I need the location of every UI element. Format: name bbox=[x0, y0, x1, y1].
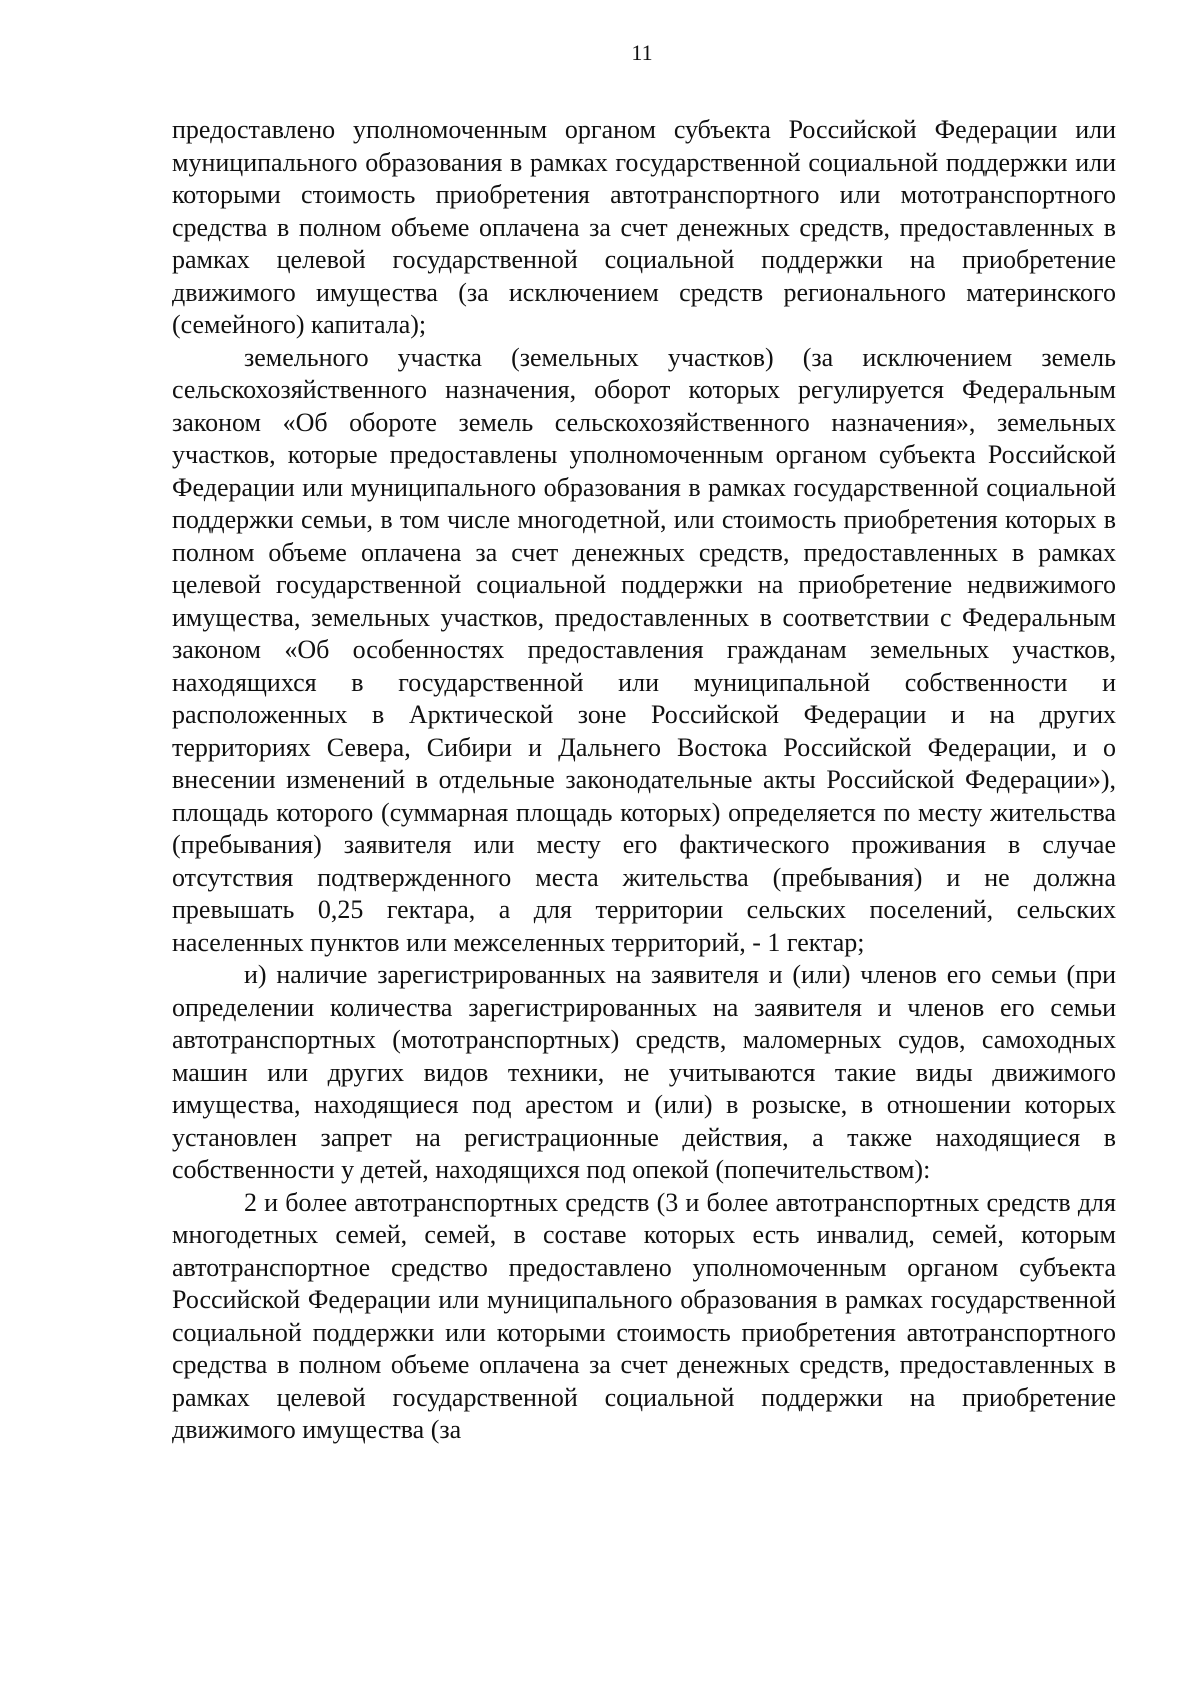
paragraph-land-plot: земельного участка (земельных участков) (за исключением земель сельскохозяйственного назначения, оборот которых регулируется Федеральным законом «Об обороте земель сельскохозяйственного назначения», земельных участков, которые предоставлены уполномоченным органом субъекта Российской Федерации или муниципального образования в рамках государственной социальной поддержки семьи, в том числе многодетной, или стоимость приобретения которых в полном объеме оплачена за счет денежных средств, предоставленных в рамках целевой государственной социальной поддержки на приобретение недвижимого имущества, земельных участков, предоставленных в соответствии с Федеральным законом «Об особенностях предоставления гражданам земельных участков, находящихся в государственной или муниципальной собственности и расположенных в Арктической зоне Российской Федерации и на других территориях Севера, Сибири и Дальнего Востока Российской Федерации, и о внесении изменений в отдельные законодательные акты Российской Федерации»), площадь которого (суммарная площадь которых) определяется по месту жительства (пребывания) заявителя или месту его фактического проживания в случае отсутствия подтвержденного места жительства (пребывания) и не должна превышать 0,25 гектара, а для территории сельских поселений, сельских населенных пунктов или межселенных территорий, - 1 гектар; bbox=[172, 342, 1116, 957]
paragraph-item-i: и) наличие зарегистрированных на заявителя и (или) членов его семьи (при определении количества зарегистрированных на заявителя и членов его семьи автотранспортных (мототранспортных) средств, маломерных судов, самоходных машин или других видов техники, не учитываются такие виды движимого имущества, находящиеся под арестом и (или) в розыске, в отношении которых установлен запрет на регистрационные действия, а также находящиеся в собственности у детей, находящихся под опекой (попечительством): bbox=[172, 960, 1116, 1184]
paragraph-continuation: предоставлено уполномоченным органом субъекта Российской Федерации или муниципального образования в рамках государственной социальной поддержки или которыми стоимость приобретения автотранспортного или мототранспортного средства в полном объеме оплачена за счет денежных средств, предоставленных в рамках целевой государственной социальной поддержки на приобретение движимого имущества (за исключением средств регионального материнского (семейного) капитала); bbox=[172, 115, 1116, 339]
page-number: 11 bbox=[631, 40, 653, 65]
document-body bbox=[172, 114, 1116, 1447]
paragraph-vehicles: 2 и более автотранспортных средств (3 и более автотранспортных средств для многодетных семей, семей, в составе которых есть инвалид, семей, которым автотранспортное средство предоставлено уполномоченным органом субъекта Российской Федерации или муниципального образования в рамках государственной социальной поддержки или которыми стоимость приобретения автотранспортного средства в полном объеме оплачена за счет денежных средств, предоставленных в рамках целевой государственной социальной поддержки на приобретение движимого имущества (за bbox=[172, 1187, 1116, 1444]
